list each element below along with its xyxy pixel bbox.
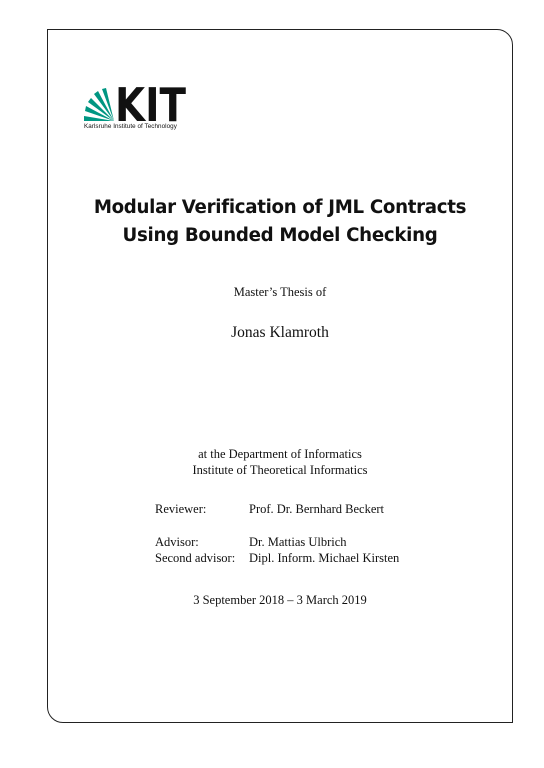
reviewer-label: Reviewer: (155, 502, 207, 516)
logo-subtitle: Karlsruhe Institute of Technology (84, 123, 177, 130)
kit-logo (84, 86, 188, 136)
advisor-label: Advisor: (155, 535, 199, 549)
kit-fan-icon (84, 86, 188, 122)
thesis-title-line-2: Using Bounded Model Checking (122, 225, 438, 246)
thesis-dates: 3 September 2018 – 3 March 2019 (193, 593, 367, 607)
institute: Institute of Theoretical Informatics (192, 463, 368, 477)
second-advisor-label: Second advisor: (155, 551, 236, 565)
advisor-name: Dr. Mattias Ulbrich (249, 535, 347, 549)
second-advisor-name: Dipl. Inform. Michael Kirsten (249, 551, 400, 565)
thesis-title-line-1: Modular Verification of JML Contracts (93, 197, 467, 218)
kit-wordmark: KIT (115, 86, 187, 122)
reviewer-name: Prof. Dr. Bernhard Beckert (249, 502, 385, 516)
department: at the Department of Informatics (198, 447, 362, 461)
thesis-type: Master’s Thesis of (233, 285, 327, 299)
author-name: Jonas Klamroth (231, 324, 329, 341)
